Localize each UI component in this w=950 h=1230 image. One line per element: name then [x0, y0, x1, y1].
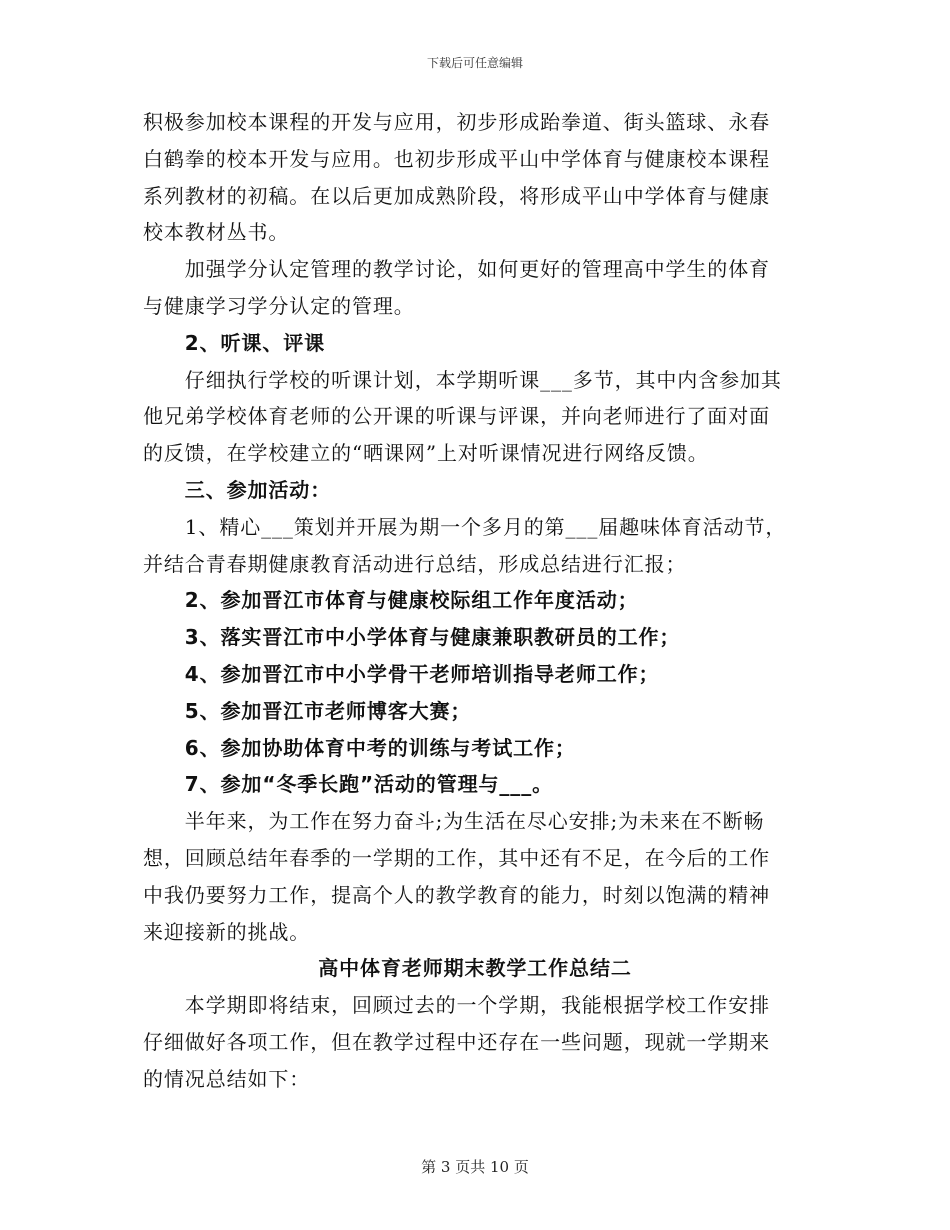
paragraph-line: 半年来，为工作在努力奋斗;为生活在尽心安排;为未来在不断畅 [143, 809, 765, 834]
paragraph-line: 来迎接新的挑战。 [143, 919, 311, 944]
list-item: 5、参加晋江市老师博客大赛； [143, 698, 472, 723]
paragraph-line: 白鹤拳的校本开发与应用。也初步形成平山中学体育与健康校本课程 [143, 146, 770, 171]
paragraph-line: 与健康学习学分认定的管理。 [143, 293, 415, 318]
paragraph-line: 加强学分认定管理的教学讨论，如何更好的管理高中学生的体育 [143, 257, 770, 282]
section-heading: 2、听课、评课 [143, 330, 326, 355]
list-item: 6、参加协助体育中考的训练与考试工作； [143, 735, 576, 760]
paragraph-line: 系列教材的初稿。在以后更加成熟阶段，将形成平山中学体育与健康 [143, 183, 770, 208]
page-header: 下载后可任意编辑 [426, 56, 523, 70]
list-item: 1、精心___策划并开展为期一个多月的第___届趣味体育活动节， [143, 514, 787, 539]
paragraph-line: 他兄弟学校体育老师的公开课的听课与评课，并向老师进行了面对面 [143, 404, 770, 429]
document-subtitle: 高中体育老师期末教学工作总结二 [318, 956, 632, 981]
paragraph-line: 的反馈，在学校建立的“晒课网”上对听课情况进行网络反馈。 [143, 441, 709, 466]
paragraph-line: 校本教材丛书。 [143, 220, 290, 245]
paragraph-line: 积极参加校本课程的开发与应用，初步形成跆拳道、街头篮球、永春 [143, 110, 770, 134]
paragraph-line: 想，回顾总结年春季的一学期的工作，其中还有不足，在今后的工作 [143, 845, 770, 870]
document-body [143, 104, 807, 1098]
list-item: 3、落实晋江市中小学体育与健康兼职教研员的工作； [143, 625, 681, 650]
paragraph-line: 并结合青春期健康教育活动进行总结，形成总结进行汇报； [143, 551, 687, 576]
paragraph-line: 的情况总结如下： [143, 1066, 311, 1091]
paragraph-line: 中我仍要努力工作，提高个人的教学教育的能力，时刻以饱满的精神 [143, 882, 770, 907]
paragraph-line: 仔细执行学校的听课计划，本学期听课___多节，其中内含参加其 [143, 367, 782, 392]
paragraph-line: 仔细做好各项工作，但在教学过程中还存在一些问题，现就一学期来 [143, 1029, 770, 1054]
section-heading: 三、参加活动： [143, 477, 332, 502]
list-item: 7、参加“冬季长跑”活动的管理与___。 [143, 772, 554, 797]
list-item: 4、参加晋江市中小学骨干老师培训指导老师工作； [143, 661, 660, 686]
page-footer: 第 3 页共 10 页 [421, 1158, 529, 1176]
list-item: 2、参加晋江市体育与健康校际组工作年度活动； [143, 588, 639, 613]
paragraph-line: 本学期即将结束，回顾过去的一个学期，我能根据学校工作安排 [143, 993, 770, 1018]
